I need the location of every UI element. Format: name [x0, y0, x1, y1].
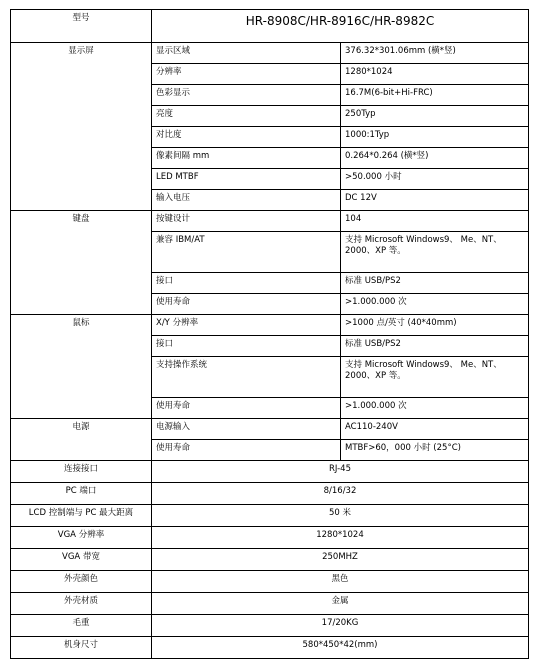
spec-value: >50.000 小时 [341, 169, 529, 190]
spec-key: 亮度 [152, 106, 341, 127]
table-row [11, 211, 529, 232]
category-power: 电源 [11, 419, 152, 461]
spec-key: 外壳颜色 [11, 571, 152, 593]
spec-value: 16.7M(6-bit+Hi-FRC) [341, 85, 529, 106]
spec-value: 250Typ [341, 106, 529, 127]
spec-value: 标准 USB/PS2 [341, 336, 529, 357]
spec-value: 250MHZ [152, 549, 529, 571]
spec-value: 标准 USB/PS2 [341, 273, 529, 294]
table-row [11, 549, 529, 571]
spec-key: VGA 带宽 [11, 549, 152, 571]
table-row [11, 615, 529, 637]
spec-value: 支持 Microsoft Windows9、 Me、NT、2000、XP 等。 [341, 232, 529, 273]
spec-key: PC 端口 [11, 483, 152, 505]
spec-key: 接口 [152, 273, 341, 294]
spec-key: 支持操作系统 [152, 357, 341, 398]
table-row [11, 419, 529, 440]
category-display: 显示屏 [11, 43, 152, 211]
table-row [11, 593, 529, 615]
table-row [11, 505, 529, 527]
table-row [11, 527, 529, 549]
spec-value: 支持 Microsoft Windows9、 Me、NT、2000、XP 等。 [341, 357, 529, 398]
model-label: 型号 [11, 10, 152, 43]
spec-key: 毛重 [11, 615, 152, 637]
spec-value: 50 米 [152, 505, 529, 527]
spec-value: 0.264*0.264 (横*竖) [341, 148, 529, 169]
spec-table [10, 9, 529, 659]
spec-key: 兼容 IBM/AT [152, 232, 341, 273]
spec-value: 17/20KG [152, 615, 529, 637]
spec-key: 使用寿命 [152, 440, 341, 461]
category-keyboard: 键盘 [11, 211, 152, 315]
spec-value: AC110-240V [341, 419, 529, 440]
spec-value: 376.32*301.06mm (横*竖) [341, 43, 529, 64]
spec-key: 电源输入 [152, 419, 341, 440]
spec-key: VGA 分辨率 [11, 527, 152, 549]
spec-key: LCD 控制端与 PC 最大距离 [11, 505, 152, 527]
table-row [11, 571, 529, 593]
table-row [11, 315, 529, 336]
spec-value: 104 [341, 211, 529, 232]
spec-value: RJ-45 [152, 461, 529, 483]
table-row [11, 461, 529, 483]
spec-value: 580*450*42(mm) [152, 637, 529, 659]
spec-value: 1000:1Typ [341, 127, 529, 148]
spec-key: 像素间隔 mm [152, 148, 341, 169]
spec-key: 分辨率 [152, 64, 341, 85]
spec-key: 显示区域 [152, 43, 341, 64]
spec-key: 按键设计 [152, 211, 341, 232]
spec-key: 对比度 [152, 127, 341, 148]
spec-key: 连接接口 [11, 461, 152, 483]
spec-value: >1000 点/英寸 (40*40mm) [341, 315, 529, 336]
spec-key: 输入电压 [152, 190, 341, 211]
spec-value: DC 12V [341, 190, 529, 211]
spec-key: 色彩显示 [152, 85, 341, 106]
spec-value: 金属 [152, 593, 529, 615]
header-row [11, 10, 529, 43]
spec-value: >1.000.000 次 [341, 398, 529, 419]
spec-key: 接口 [152, 336, 341, 357]
spec-key: 外壳材质 [11, 593, 152, 615]
table-row [11, 43, 529, 64]
spec-key: 机身尺寸 [11, 637, 152, 659]
spec-value: >1.000.000 次 [341, 294, 529, 315]
spec-value: 1280*1024 [341, 64, 529, 85]
table-row [11, 483, 529, 505]
spec-value: 8/16/32 [152, 483, 529, 505]
category-mouse: 鼠标 [11, 315, 152, 419]
spec-key: 使用寿命 [152, 294, 341, 315]
spec-value: MTBF>60，000 小时 (25°C) [341, 440, 529, 461]
spec-key: X/Y 分辨率 [152, 315, 341, 336]
spec-key: LED MTBF [152, 169, 341, 190]
table-row [11, 637, 529, 659]
spec-value: 黑色 [152, 571, 529, 593]
spec-key: 使用寿命 [152, 398, 341, 419]
model-names: HR-8908C/HR-8916C/HR-8982C [152, 10, 529, 43]
spec-value: 1280*1024 [152, 527, 529, 549]
